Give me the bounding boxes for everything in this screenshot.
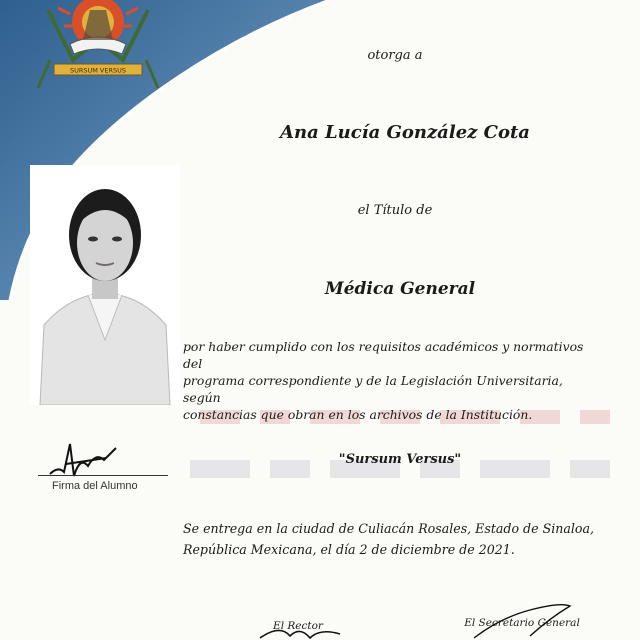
title-intro: el Título de (357, 203, 433, 218)
body-line: por haber cumplido con los requisitos académicos y normativos del (183, 339, 584, 371)
issue-line: República Mexicana, el día 2 de diciembre de 2021. (183, 542, 515, 557)
body-line: constancias que obran en los archivos de la Institución. (183, 407, 533, 422)
rector-label: El Rector (273, 620, 323, 632)
emblem-motto: SURSUM VERSUS (69, 66, 127, 75)
recipient-name: Ana Lucía González Cota (280, 122, 530, 143)
secretary-label: El Secretario General (464, 617, 580, 629)
degree-title: Médica General (324, 279, 476, 299)
issue-paragraph (183, 518, 603, 560)
motto: "Sursum Versus" (338, 452, 462, 467)
secretary-signature (470, 598, 580, 640)
signature-line (38, 475, 168, 476)
grantor-text: otorga a (367, 48, 423, 63)
student-photo (30, 165, 180, 405)
requirements-paragraph (183, 338, 598, 423)
rector-signature (250, 622, 350, 640)
body-line: programa correspondiente y de la Legislación Universitaria, según (183, 373, 563, 405)
university-emblem (28, 0, 168, 92)
issue-line: Se entrega en la ciudad de Culiacán Rosales, Estado de Sinaloa, (183, 521, 594, 536)
student-signature-label: Firma del Alumno (52, 480, 138, 492)
